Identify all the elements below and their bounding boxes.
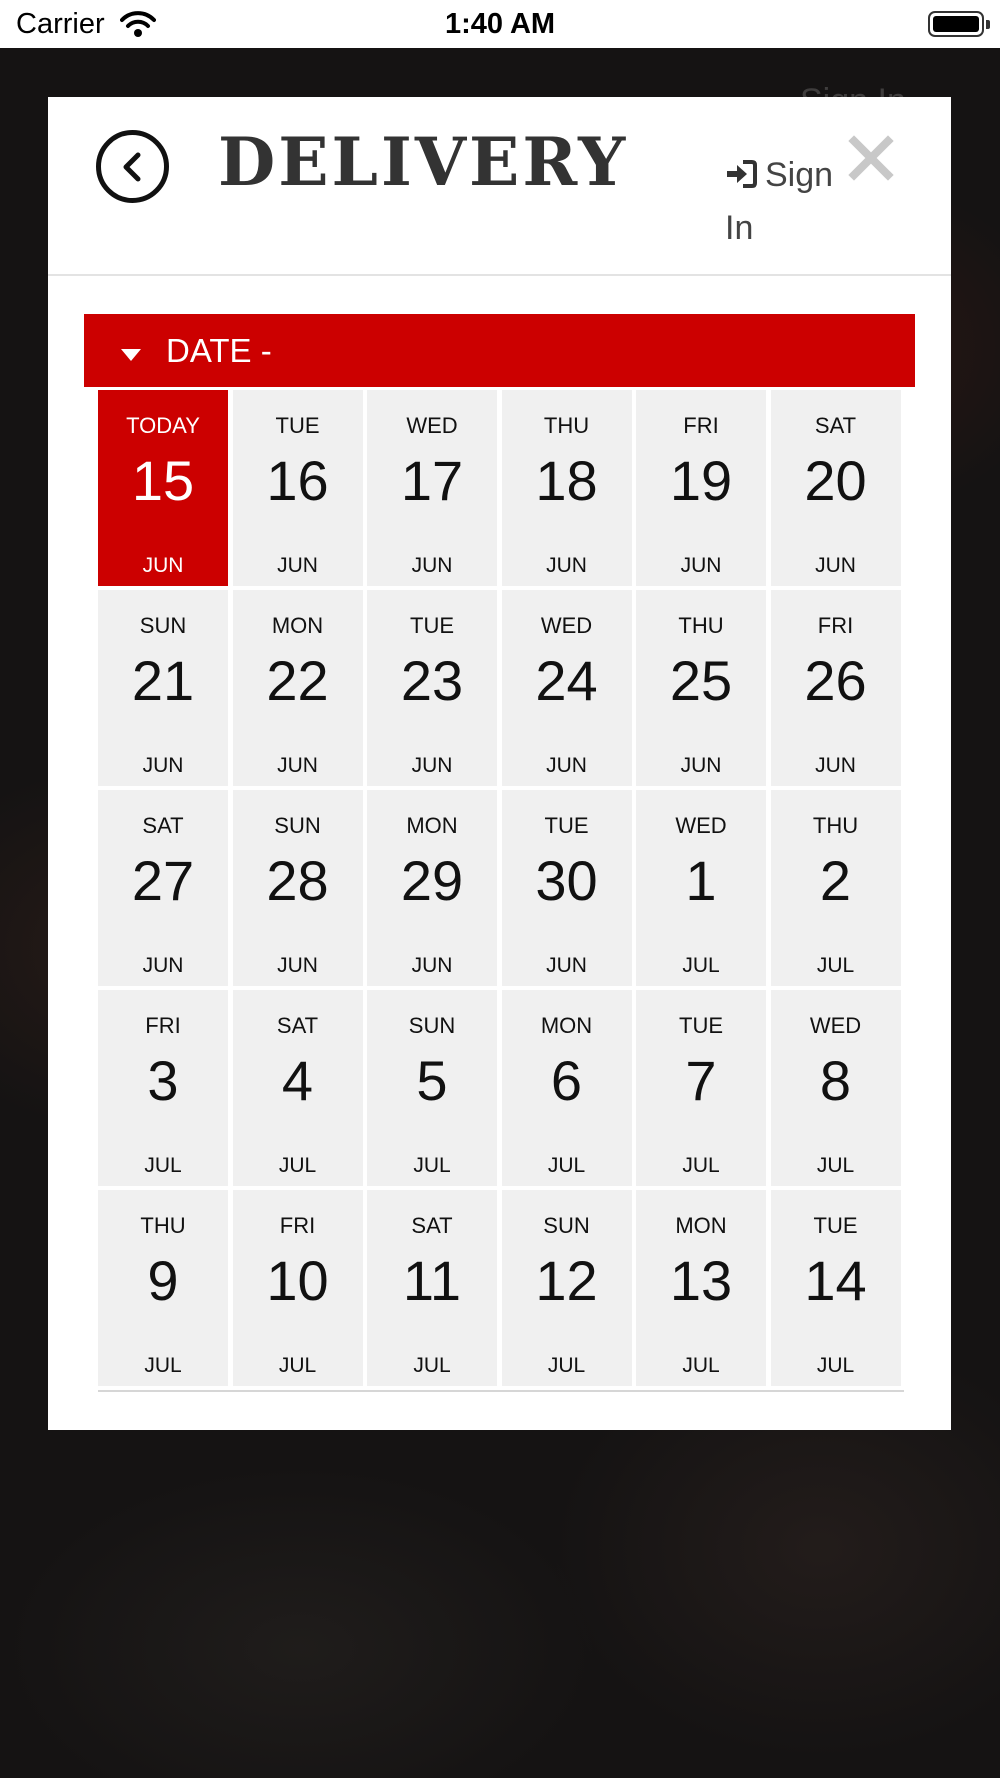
date-month: JUN (546, 954, 587, 977)
date-month: JUL (144, 1354, 182, 1377)
date-weekday: SAT (276, 1013, 319, 1038)
date-weekday: WED (540, 613, 593, 638)
date-cell[interactable] (367, 1190, 497, 1386)
date-month: JUL (278, 1354, 317, 1377)
date-cell[interactable] (367, 390, 497, 586)
date-day-number: 10 (266, 1249, 329, 1312)
sign-in-label: Sign In (725, 156, 834, 247)
chevron-left-circle-icon (118, 150, 148, 184)
date-cell[interactable] (502, 990, 632, 1186)
date-cell[interactable] (771, 390, 901, 586)
date-month: JUL (816, 1354, 855, 1377)
date-month: JUL (413, 1354, 451, 1377)
date-weekday: TUE (813, 1213, 858, 1238)
date-cell[interactable] (367, 590, 497, 786)
modal-header (48, 97, 951, 276)
clock: 1:40 AM (444, 8, 556, 40)
date-day-number: 12 (535, 1249, 598, 1312)
date-month: JUN (142, 954, 184, 977)
date-weekday: TUE (275, 413, 320, 438)
date-day-number: 18 (535, 449, 598, 512)
date-cell[interactable] (636, 590, 766, 786)
date-cell[interactable] (367, 790, 497, 986)
date-cell[interactable] (233, 990, 363, 1186)
date-month: JUL (816, 1154, 855, 1177)
modal-title: DELIVERY (218, 123, 629, 201)
date-month: JUN (815, 754, 856, 777)
date-cell[interactable] (367, 990, 497, 1186)
battery-icon (928, 11, 984, 37)
date-month: JUN (680, 554, 722, 577)
date-day-number: 3 (147, 1049, 179, 1112)
date-day-number: 7 (685, 1049, 717, 1112)
date-weekday: WED (809, 1013, 862, 1038)
date-month: JUL (278, 1154, 317, 1177)
sign-in-icon (725, 159, 757, 189)
delivery-modal (48, 97, 951, 1430)
date-weekday: THU (678, 613, 724, 638)
date-cell[interactable] (98, 590, 228, 786)
date-row (98, 990, 904, 1190)
date-month: JUN (142, 754, 184, 777)
date-day-number: 4 (281, 1049, 314, 1112)
date-month: JUN (142, 554, 184, 577)
date-cell[interactable] (98, 790, 228, 986)
close-button[interactable] (844, 131, 898, 185)
date-day-number: 1 (685, 849, 717, 912)
date-day-number: 9 (147, 1249, 179, 1312)
date-row (98, 590, 904, 790)
date-weekday: THU (543, 413, 590, 438)
date-month: JUL (547, 1354, 586, 1377)
date-cell[interactable] (636, 990, 766, 1186)
date-weekday: SAT (142, 813, 184, 838)
date-cell[interactable] (771, 590, 901, 786)
date-day-number: 28 (266, 849, 329, 912)
date-day-number: 26 (804, 649, 867, 712)
date-month: JUL (547, 1154, 586, 1177)
date-month: JUN (277, 754, 318, 777)
date-cell[interactable] (771, 790, 901, 986)
date-day-number: 11 (402, 1249, 462, 1312)
date-day-number: 6 (550, 1049, 583, 1112)
carrier-label: Carrier (16, 8, 105, 40)
date-row (98, 790, 904, 990)
date-month: JUL (682, 1154, 720, 1177)
date-weekday: SUN (139, 613, 187, 638)
date-weekday: SUN (408, 1013, 456, 1038)
date-weekday: MON (675, 1213, 727, 1238)
date-weekday: TUE (410, 613, 454, 638)
date-weekday: FRI (683, 413, 719, 438)
date-weekday: TODAY (126, 413, 200, 438)
date-weekday: SAT (814, 413, 857, 438)
date-weekday: FRI (279, 1213, 316, 1238)
date-weekday: TUE (679, 1013, 723, 1038)
date-month: JUL (816, 954, 855, 977)
date-cell[interactable] (636, 790, 766, 986)
date-day-number: 25 (669, 649, 733, 712)
date-cell[interactable] (771, 990, 901, 1186)
date-month: JUN (546, 554, 587, 577)
date-month: JUN (680, 754, 722, 777)
date-day-number: 15 (131, 449, 195, 512)
date-cell[interactable] (636, 390, 766, 586)
date-month: JUN (277, 554, 318, 577)
date-cell-selected[interactable] (98, 390, 228, 586)
date-month: JUN (411, 954, 453, 977)
date-day-number: 22 (266, 649, 329, 712)
date-day-number: 20 (804, 449, 867, 512)
date-month: JUN (411, 754, 453, 777)
date-month: JUL (413, 1154, 451, 1177)
date-month: JUL (682, 954, 720, 977)
date-day-number: 19 (669, 449, 733, 512)
date-month: JUN (815, 554, 856, 577)
date-row (98, 1190, 904, 1390)
date-section-label: DATE - (166, 331, 272, 369)
date-month: JUN (411, 554, 453, 577)
date-day-number: 8 (819, 1049, 852, 1112)
close-icon (848, 135, 894, 181)
date-cell[interactable] (98, 990, 228, 1186)
date-day-number: 5 (416, 1049, 448, 1112)
date-month: JUL (682, 1354, 720, 1377)
date-day-number: 13 (669, 1249, 733, 1312)
date-weekday: THU (812, 813, 859, 838)
date-cell[interactable] (636, 1190, 766, 1386)
date-day-number: 17 (400, 449, 464, 512)
date-cell[interactable] (98, 1190, 228, 1386)
status-bar (0, 0, 1000, 48)
date-grid (98, 390, 904, 1392)
back-button[interactable] (96, 130, 169, 203)
date-weekday: MON (271, 613, 324, 638)
date-day-number: 14 (804, 1249, 867, 1312)
date-cell[interactable] (502, 390, 632, 586)
date-weekday: SUN (543, 1213, 590, 1238)
date-day-number: 27 (131, 849, 195, 912)
date-cell[interactable] (502, 790, 632, 986)
date-weekday: SAT (411, 1213, 453, 1238)
sign-in-link[interactable] (725, 149, 845, 255)
date-weekday: THU (140, 1213, 186, 1238)
date-weekday: FRI (817, 613, 854, 638)
date-weekday: TUE (544, 813, 589, 838)
date-month: JUL (144, 1154, 182, 1177)
date-cell[interactable] (233, 790, 363, 986)
date-cell[interactable] (233, 590, 363, 786)
date-cell[interactable] (502, 1190, 632, 1386)
date-day-number: 2 (819, 849, 852, 912)
date-weekday: WED (675, 813, 727, 838)
date-month: JUN (277, 954, 318, 977)
date-day-number: 24 (535, 649, 598, 712)
date-cell[interactable] (771, 1190, 901, 1386)
date-section-toggle[interactable] (84, 314, 915, 387)
date-cell[interactable] (502, 590, 632, 786)
date-weekday: SUN (274, 813, 321, 838)
date-cell[interactable] (233, 1190, 363, 1386)
date-weekday: WED (406, 413, 458, 438)
date-month: JUN (546, 754, 587, 777)
date-weekday: MON (540, 1013, 593, 1038)
date-weekday: FRI (145, 1013, 181, 1038)
date-day-number: 16 (266, 449, 329, 512)
date-day-number: 23 (400, 649, 464, 712)
date-weekday: MON (406, 813, 458, 838)
date-day-number: 21 (131, 649, 195, 712)
date-day-number: 30 (535, 849, 598, 912)
date-day-number: 29 (400, 849, 464, 912)
date-cell[interactable] (233, 390, 363, 586)
date-row (98, 390, 904, 590)
caret-down-icon (120, 348, 142, 362)
